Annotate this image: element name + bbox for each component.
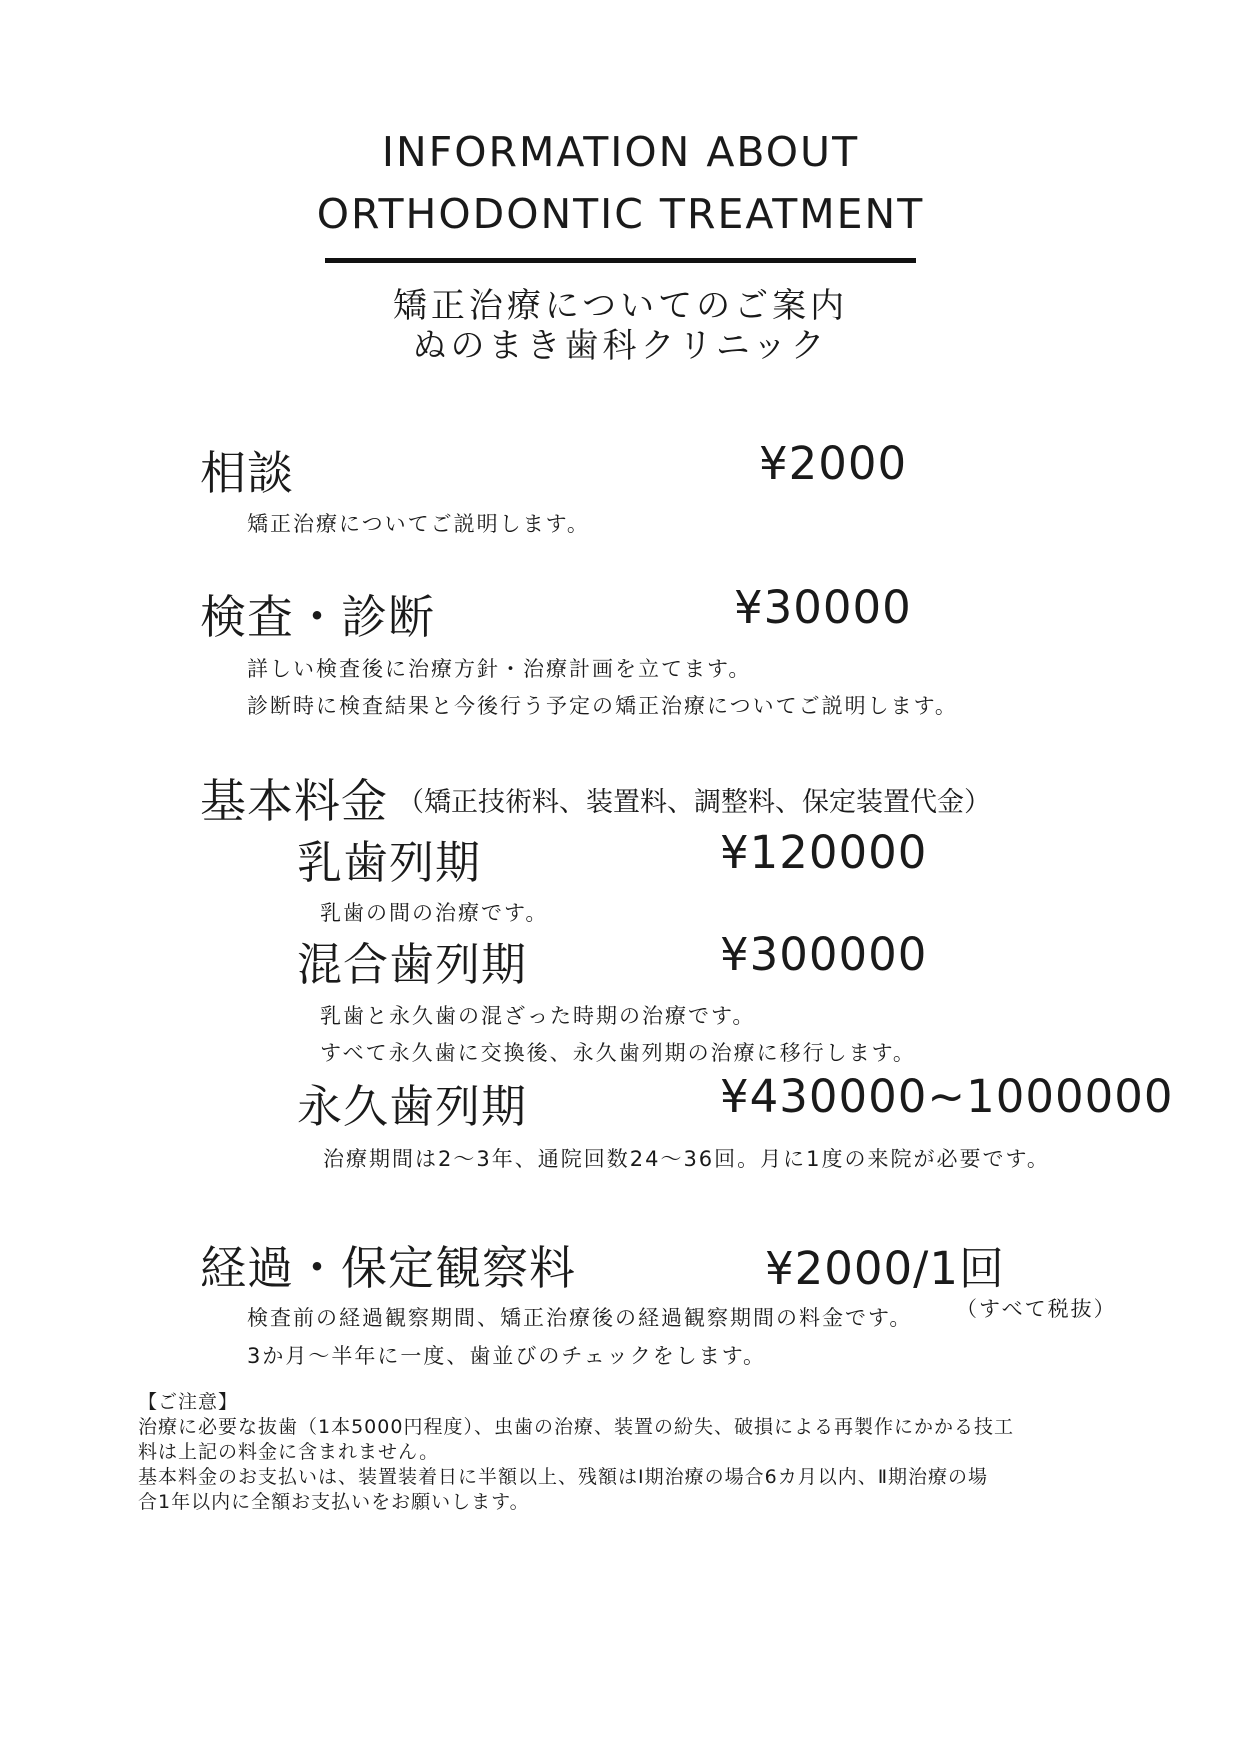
clinic-name: ぬのまき歯科クリニック bbox=[412, 326, 829, 366]
title-divider bbox=[325, 258, 916, 263]
tax-excluded-note: （すべて税抜） bbox=[956, 1297, 1117, 1321]
mixed-dentition-name: 混合歯列期 bbox=[297, 938, 528, 991]
consultation-desc: 矯正治療についてご説明します。 bbox=[247, 512, 590, 536]
mixed-dentition-desc-1: 乳歯と永久歯の混ざった時期の治療です。 bbox=[320, 1004, 756, 1028]
observation-fee-name: 経過・保定観察料 bbox=[200, 1241, 576, 1295]
notes-line-3: 基本料金のお支払いは、装置装着日に半額以上、残額はⅠ期治療の場合6カ月以内、Ⅱ期治療の場 bbox=[138, 1466, 989, 1488]
subtitle-line-1: 矯正治療についてのご案内 bbox=[392, 286, 849, 326]
primary-dentition-name: 乳歯列期 bbox=[297, 836, 482, 889]
consultation-name: 相談 bbox=[200, 446, 294, 500]
exam-name: 検査・診断 bbox=[200, 590, 435, 644]
observation-fee-price: ¥2000/1回 bbox=[765, 1242, 1005, 1295]
observation-desc-1: 検査前の経過観察期間、矯正治療後の経過観察期間の料金です。 bbox=[247, 1306, 913, 1330]
notes-heading: 【ご注意】 bbox=[138, 1391, 239, 1413]
primary-dentition-price: ¥120000 bbox=[720, 826, 928, 879]
permanent-dentition-price: ¥430000~1000000 bbox=[720, 1070, 1174, 1123]
consultation-price: ¥2000 bbox=[759, 437, 908, 490]
title-line-2: ORTHODONTIC TREATMENT bbox=[316, 190, 925, 238]
mixed-dentition-desc-2: すべて永久歯に交換後、永久歯列期の治療に移行します。 bbox=[320, 1041, 916, 1065]
notes-line-2: 料は上記の料金に含まれません。 bbox=[138, 1441, 440, 1463]
basic-fee-includes: （矯正技術料、装置料、調整料、保定装置代金） bbox=[397, 787, 991, 818]
permanent-dentition-name: 永久歯列期 bbox=[297, 1080, 528, 1133]
title-line-1: INFORMATION ABOUT bbox=[381, 128, 860, 176]
notes-line-1: 治療に必要な抜歯（1本5000円程度）、虫歯の治療、装置の紛失、破損による再製作にかかる技工 bbox=[138, 1416, 1014, 1438]
mixed-dentition-price: ¥300000 bbox=[720, 928, 928, 981]
exam-desc-2: 診断時に検査結果と今後行う予定の矯正治療についてご説明します。 bbox=[247, 694, 958, 718]
basic-fee-name: 基本料金 bbox=[200, 774, 388, 828]
exam-price: ¥30000 bbox=[734, 581, 912, 634]
notes-line-4: 合1年以内に全額お支払いをお願いします。 bbox=[138, 1491, 530, 1513]
permanent-dentition-desc: 治療期間は2〜3年、通院回数24〜36回。月に1度の来院が必要です。 bbox=[323, 1147, 1050, 1171]
observation-desc-2: 3か月〜半年に一度、歯並びのチェックをします。 bbox=[247, 1344, 767, 1368]
primary-dentition-desc: 乳歯の間の治療です。 bbox=[320, 901, 549, 925]
exam-desc-1: 詳しい検査後に治療方針・治療計画を立てます。 bbox=[247, 657, 752, 681]
